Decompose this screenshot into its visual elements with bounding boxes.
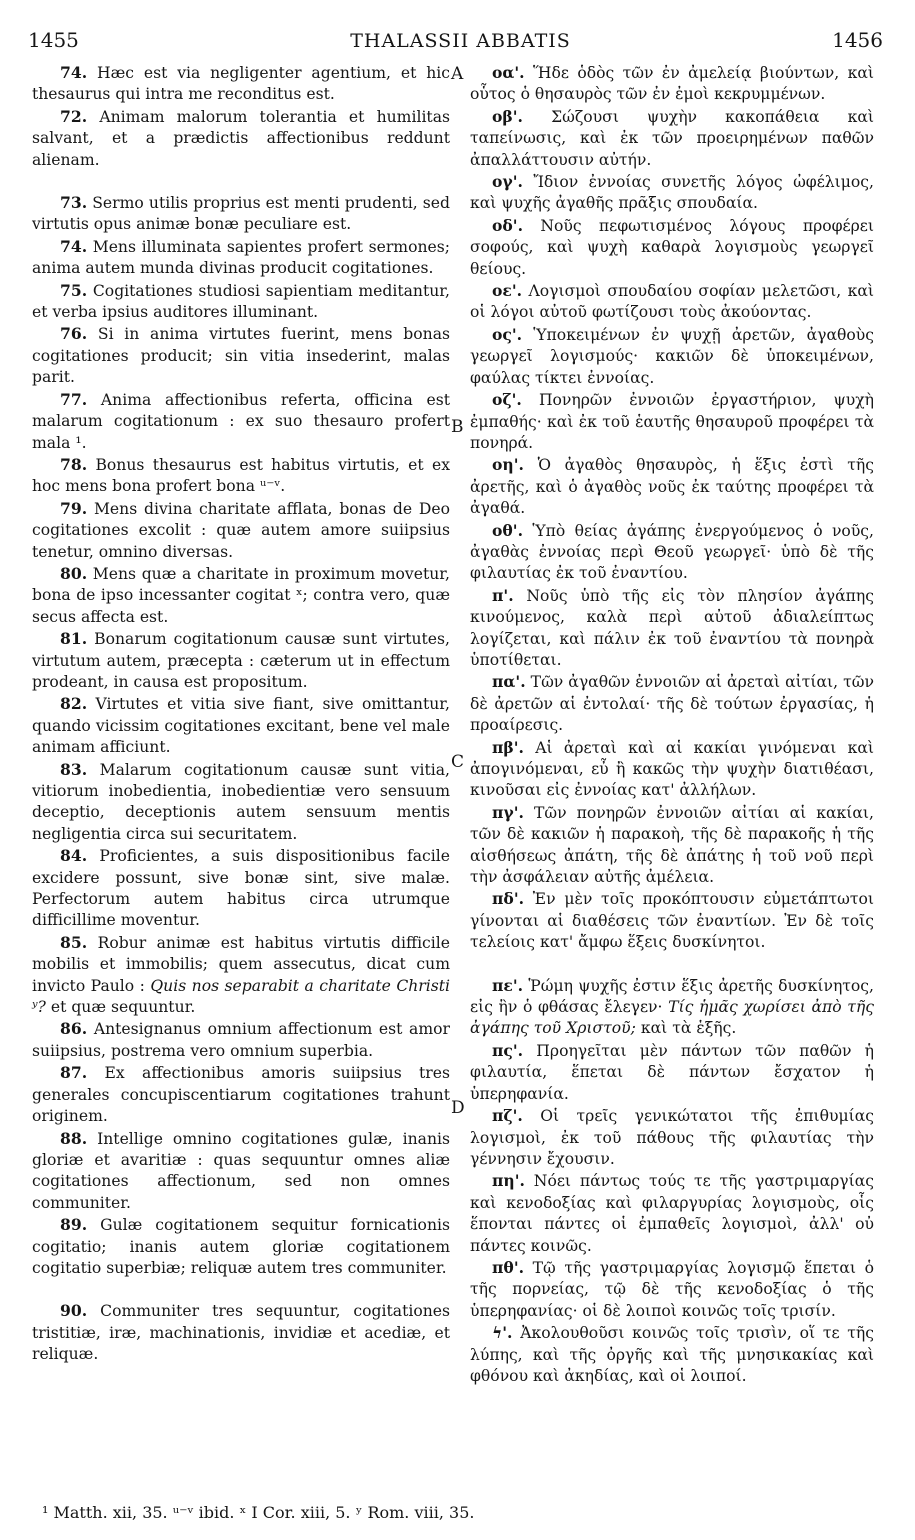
greek-paragraph xyxy=(470,62,874,106)
paragraph-number: 77. xyxy=(60,389,88,409)
paragraph-text: Νοῦς ὑπὸ τῆς εἰς τὸν πλησίον ἀγάπης κινούμενος, καλὰ περὶ αὐτοῦ ἀδιαλείπτως λογίζεται, καὶ πάλιν ἐκ τοῦ ἐναντίου τὰ πονηρὰ ὑποτίθεται. xyxy=(470,586,874,669)
paragraph-tail: καὶ τὰ ἑξῆς. xyxy=(640,1019,737,1038)
paragraph-text: Intellige omnino cogitationes gulæ, inanis gloriæ et avaritiæ : quas sequuntur omnes aliæ cogitationes affectionum, sed non omnes communiter. xyxy=(32,1129,450,1212)
greek-paragraph xyxy=(470,520,874,585)
greek-paragraph xyxy=(470,215,874,280)
paragraph-text: Hæc est via negligenter agentium, et hic thesaurus qui intra me reconditus est. xyxy=(32,64,450,104)
latin-paragraph xyxy=(32,1214,450,1279)
greek-paragraph xyxy=(470,454,874,519)
margin-letter-b: B xyxy=(451,417,464,437)
paragraph-text: Communiter tres sequuntur, cogitationes tristitiæ, iræ, machinationis, invidiæ et acediæ, et reliquæ. xyxy=(32,1302,450,1364)
paragraph-text: Τῷ τῆς γαστριμαργίας λογισμῷ ἕπεται ὁ τῆς πορνείας, τῷ δὲ τῆς κενοδοξίας ὁ τῆς ὑπερηφανίας· οἱ δὲ λοιποὶ κοινῶς τοῖς τρισίν. xyxy=(470,1258,874,1320)
margin-letter-c: C xyxy=(451,752,465,772)
greek-paragraph xyxy=(470,389,874,454)
paragraph-text: Ὁ ἀγαθὸς θησαυρὸς, ἡ ἕξις ἐστὶ τῆς ἀρετῆς, καὶ ὁ ἀγαθὸς νοῦς ἐκ ταύτης προφέρει τὰ ἀγαθά. xyxy=(470,456,874,518)
greek-paragraph xyxy=(470,888,874,953)
paragraph-number: 74. xyxy=(60,236,88,256)
paragraph-number: πγ'. xyxy=(492,802,524,822)
paragraph-text: Τῶν ἀγαθῶν ἐννοιῶν αἱ ἀρεταὶ αἰτίαι, τῶν δὲ ἀρετῶν αἱ ἐντολαί· τῆς δὲ τούτων ἐργασίας, ἡ προαίρεσις. xyxy=(470,673,874,735)
paragraph-text: Αἱ ἀρεταὶ καὶ αἱ κακίαι γινόμεναι καὶ ἀπογινόμεναι, εὖ ἢ κακῶς τὴν ψυχὴν διατιθέασι, κινοῦσαι εἰς ἐννοίας κατ' ἀλλήλων. xyxy=(470,738,874,800)
paragraph-text: Προηγεῖται μὲν πάντων τῶν παθῶν ἡ φιλαυτία, ἕπεται δὲ πάντων ἔσχατον ἡ ὑπερηφανία. xyxy=(470,1041,874,1103)
scripture-quote: Τίς ἡμᾶς χωρίσει ἀπὸ τῆς ἀγάπης τοῦ Χριστοῦ; xyxy=(470,998,875,1038)
greek-paragraph xyxy=(470,1322,874,1387)
latin-paragraph xyxy=(32,693,450,758)
paragraph-number: 89. xyxy=(60,1215,88,1235)
latin-paragraph xyxy=(32,62,450,106)
paragraph-text: Cogitationes studiosi sapientiam meditantur, et verba ipsius auditores illuminant. xyxy=(32,281,450,322)
latin-paragraph xyxy=(32,759,450,846)
paragraph-number: οη'. xyxy=(492,455,524,475)
paragraph-text: Robur animæ est habitus virtutis difficile mobilis et immobilis; quem assecutus, dicat cum invicto Paulo : xyxy=(32,933,450,995)
paragraph-number: ογ'. xyxy=(492,172,523,192)
paragraph-number: 83. xyxy=(60,759,88,779)
paragraph-number: πθ'. xyxy=(492,1257,525,1277)
latin-paragraph xyxy=(32,106,450,171)
paragraph-number: ϟ'. xyxy=(492,1323,513,1343)
margin-letter-a: A xyxy=(451,64,464,84)
paragraph-text: Ἐν μὲν τοῖς προκόπτουσιν εὐμετάπτωτοι γίνονται αἱ διαθέσεις τῶν ἐναντίων. Ἐν δὲ τοῖς τελείοις κατ' ἄμφω ἕξεις δυσκίνητοι. xyxy=(470,890,874,952)
paragraph-text: Ὑποκειμένων ἐν ψυχῇ ἀρετῶν, ἀγαθοὺς γεωργεῖ λογισμούς· κακιῶν δὲ ὑποκειμένων, φαύλας τίκτει ἐννοίας. xyxy=(470,325,874,387)
latin-paragraph xyxy=(32,1300,450,1365)
latin-paragraph xyxy=(32,280,450,324)
latin-paragraph xyxy=(32,498,450,563)
paragraph-number: 75. xyxy=(60,280,88,300)
latin-paragraph xyxy=(32,389,450,454)
paragraph-text: Ἀκολουθοῦσι κοινῶς τοῖς τρισὶν, οἵ τε τῆς λύπης, καὶ τῆς ὀργῆς καὶ τῆς μνησικακίας καὶ φθόνου καὶ ἀκηδίας, καὶ οἱ λοιποί. xyxy=(470,1324,874,1385)
paragraph-number: 82. xyxy=(60,694,88,714)
latin-paragraph xyxy=(32,454,450,498)
paragraph-number: οβ'. xyxy=(492,106,523,126)
paragraph-number: π'. xyxy=(492,585,514,605)
latin-paragraph xyxy=(32,932,450,1019)
paragraph-text: Ex affectionibus amoris suiipsius tres generales concupiscentiarum cogitationes trahunt originem. xyxy=(32,1064,450,1126)
greek-paragraph xyxy=(470,280,874,324)
paragraph-text: Anima affectionibus referta, officina est malarum cogitationum : ex suo thesauro profert mala ¹. xyxy=(32,390,450,452)
paragraph-number: οδ'. xyxy=(492,215,524,235)
paragraph-text: Νόει πάντως τούς τε τῆς γαστριμαργίας καὶ κενοδοξίας καὶ φιλαργυρίας λογισμοὺς, οἷς ἕπονται πάντες οἱ ἐμπαθεῖς λογισμοὶ, ἀλλ' οὐ πάντες κοινῶς. xyxy=(470,1172,874,1255)
paragraph-number: 88. xyxy=(60,1128,88,1148)
latin-paragraph xyxy=(32,1018,450,1062)
footnotes: ¹ Matth. xii, 35. ᵘ⁻ᵛ ibid. ˣ I Cor. xiii, 5. ʸ Rom. viii, 35. xyxy=(42,1503,475,1522)
greek-paragraph xyxy=(470,106,874,171)
paragraph-text: Proficientes, a suis dispositionibus facile excidere possunt, sive bonæ sint, sive malæ. Perfectorum autem habitus circa utrumque difficillime moventur. xyxy=(32,847,450,930)
paragraph-gap xyxy=(32,171,450,192)
paragraph-text: Animam malorum tolerantia et humilitas salvant, et a prædictis affectionibus reddunt alienam. xyxy=(32,107,450,169)
paragraph-number: πζ'. xyxy=(492,1106,523,1126)
paragraph-text: Sermo utilis proprius est menti prudenti, sed virtutis opus animæ bonæ peculiare est. xyxy=(32,194,450,234)
paragraph-gap xyxy=(470,954,874,975)
greek-paragraph xyxy=(470,1105,874,1170)
paragraph-number: 81. xyxy=(60,629,88,649)
latin-paragraph xyxy=(32,1062,450,1127)
paragraph-number: οα'. xyxy=(492,63,525,82)
running-header xyxy=(28,28,893,54)
paragraph-number: 78. xyxy=(60,454,88,474)
paragraph-number: 87. xyxy=(60,1063,88,1083)
greek-column xyxy=(470,62,874,1387)
paragraph-text: Si in anima virtutes fuerint, mens bonas cogitationes producit; sin vitia insederint, malas parit. xyxy=(32,325,450,387)
paragraph-text: Virtutes et vitia sive fiant, sive omittantur, quando vicissim cogitationes excitant, bene vel male animam afficiunt. xyxy=(32,695,450,757)
paragraph-number: 86. xyxy=(60,1019,88,1039)
paragraph-number: 72. xyxy=(60,106,88,126)
margin-letter-d: D xyxy=(451,1098,465,1118)
paragraph-number: 85. xyxy=(60,932,88,952)
paragraph-number: οζ'. xyxy=(492,390,522,410)
paragraph-number: 73. xyxy=(60,193,88,213)
paragraph-text: Οἱ τρεῖς γενικώτατοι τῆς ἐπιθυμίας λογισμοὶ, ἐκ τοῦ πάθους τῆς φιλαυτίας τὴν γέννησιν ἔχουσιν. xyxy=(470,1107,875,1168)
paragraph-text: Νοῦς πεφωτισμένος λόγους προφέρει σοφούς, καὶ ψυχὴ καθαρὰ λογισμοὺς γεωργεῖ θείους. xyxy=(470,216,874,278)
paragraph-text: Mens divina charitate afflata, bonas de Deo cogitationes excolit : quæ autem amore suiipsius tenetur, omnino diversas. xyxy=(32,499,450,561)
greek-paragraph xyxy=(470,671,874,736)
paragraph-text: Malarum cogitationum causæ sunt vitia, vitiorum inobedientia, inobedientiæ vero sensuum deceptio, deceptionis autem sensuum mentis negligentia circa sui securitatem. xyxy=(32,760,450,843)
page-number-right: 1456 xyxy=(832,28,883,52)
latin-paragraph xyxy=(32,323,450,388)
paragraph-text: Ἥδε ὁδὸς τῶν ἐν ἀμελείᾳ βιούντων, καὶ οὗτος ὁ θησαυρὸς τῶν ἐν ἐμοὶ κεκρυμμένων. xyxy=(470,64,874,104)
latin-paragraph xyxy=(32,192,450,236)
latin-paragraph xyxy=(32,563,450,628)
paragraph-text: Mens quæ a charitate in proximum movetur, bona de ipso incessanter cogitat ˣ; contra vero, quæ secus affecta est. xyxy=(32,564,450,626)
paragraph-number: οε'. xyxy=(492,281,523,301)
greek-paragraph xyxy=(470,975,874,1040)
paragraph-number: οθ'. xyxy=(492,520,524,540)
paragraph-number: 90. xyxy=(60,1301,88,1321)
paragraph-text: Σώζουσι ψυχὴν κακοπάθεια καὶ ταπείνωσις, καὶ ἐκ τῶν προειρημένων παθῶν ἀπαλλάττουσιν αὐτήν. xyxy=(470,107,874,169)
paragraph-tail: et quæ sequuntur. xyxy=(50,998,196,1017)
paragraph-number: πη'. xyxy=(492,1171,525,1191)
paragraph-number: πε'. xyxy=(492,975,524,995)
paragraph-number: 80. xyxy=(60,563,88,583)
paragraph-number: 76. xyxy=(60,324,88,344)
paragraph-text: Mens illuminata sapientes profert sermones; anima autem munda divinas producit cogitationes. xyxy=(32,237,450,278)
paragraph-number: πβ'. xyxy=(492,737,524,757)
paragraph-text: Λογισμοὶ σπουδαίου σοφίαν μελετῶσι, καὶ οἱ λόγοι αὐτοῦ φωτίζουσι τοὺς ἀκούοντας. xyxy=(470,282,874,322)
paragraph-number: 84. xyxy=(60,846,88,866)
latin-paragraph xyxy=(32,628,450,693)
paragraph-text: Τῶν πονηρῶν ἐννοιῶν αἰτίαι αἱ κακίαι, τῶν δὲ κακιῶν ἡ παρακοὴ, τῆς δὲ παρακοῆς ἡ τῆς αἰσθήσεως ἀπάτη, τῆς δὲ ἀπάτης ἡ τοῦ νοῦ περὶ τὴν ἀσφάλειαν αὐτῆς ἀμέλεια. xyxy=(470,803,874,887)
paragraph-text: Ῥώμη ψυχῆς ἐστιν ἕξις ἀρετῆς δυσκίνητος, εἰς ἣν ὁ φθάσας ἔλεγεν· xyxy=(470,976,874,1017)
paragraph-text: Bonus thesaurus est habitus virtutis, et ex hoc mens bona profert bona ᵘ⁻ᵛ. xyxy=(32,455,450,496)
greek-paragraph xyxy=(470,585,874,672)
paragraph-number: πς'. xyxy=(492,1040,524,1060)
latin-column xyxy=(32,62,450,1366)
scripture-quote: Quis nos separabit a charitate Christi ʸ? xyxy=(32,976,450,1017)
paragraph-number: πδ'. xyxy=(492,889,525,909)
greek-paragraph xyxy=(470,324,874,389)
greek-paragraph xyxy=(470,1040,874,1105)
page-number-left: 1455 xyxy=(28,28,79,52)
paragraph-text: Πονηρῶν ἐννοιῶν ἐργαστήριον, ψυχὴ ἐμπαθής· καὶ ἐκ τοῦ ἑαυτῆς θησαυροῦ προφέρει τὰ πονηρά. xyxy=(470,391,874,452)
paragraph-number: πα'. xyxy=(492,672,526,692)
paragraph-text: Bonarum cogitationum causæ sunt virtutes, virtutum autem, præcepta : cæterum ut in effectum prodeant, in causa est propositum. xyxy=(32,630,450,691)
paragraph-text: Ἴδιον ἐννοίας συνετῆς λόγος ὠφέλιμος, καὶ ψυχῆς ἀγαθῆς πρᾶξις σπουδαία. xyxy=(470,173,874,213)
running-title: THALASSII ABBATIS xyxy=(350,30,571,52)
latin-paragraph xyxy=(32,845,450,932)
latin-paragraph xyxy=(32,236,450,280)
paragraph-number: 79. xyxy=(60,498,88,518)
latin-paragraph xyxy=(32,1128,450,1215)
paragraph-text: Ὑπὸ θείας ἀγάπης ἐνεργούμενος ὁ νοῦς, ἀγαθὰς ἐννοίας περὶ Θεοῦ γεωργεῖ· ὑπὸ δὲ τῆς φιλαυτίας ἐκ τοῦ ἐναντίου. xyxy=(470,521,874,583)
greek-paragraph xyxy=(470,1170,874,1257)
paragraph-number: 74. xyxy=(60,63,88,82)
paragraph-number: ος'. xyxy=(492,324,523,344)
paragraph-text: Gulæ cogitationem sequitur fornicationis cogitatio; inanis autem gloriæ cogitationem cogitatio superbiæ; reliquæ autem tres communiter. xyxy=(32,1216,450,1277)
greek-paragraph xyxy=(470,1257,874,1322)
paragraph-gap xyxy=(32,1279,450,1300)
greek-paragraph xyxy=(470,171,874,215)
greek-paragraph xyxy=(470,737,874,802)
greek-paragraph xyxy=(470,802,874,889)
paragraph-text: Antesignanus omnium affectionum est amor suiipsius, postrema vero omnium superbia. xyxy=(32,1020,450,1060)
